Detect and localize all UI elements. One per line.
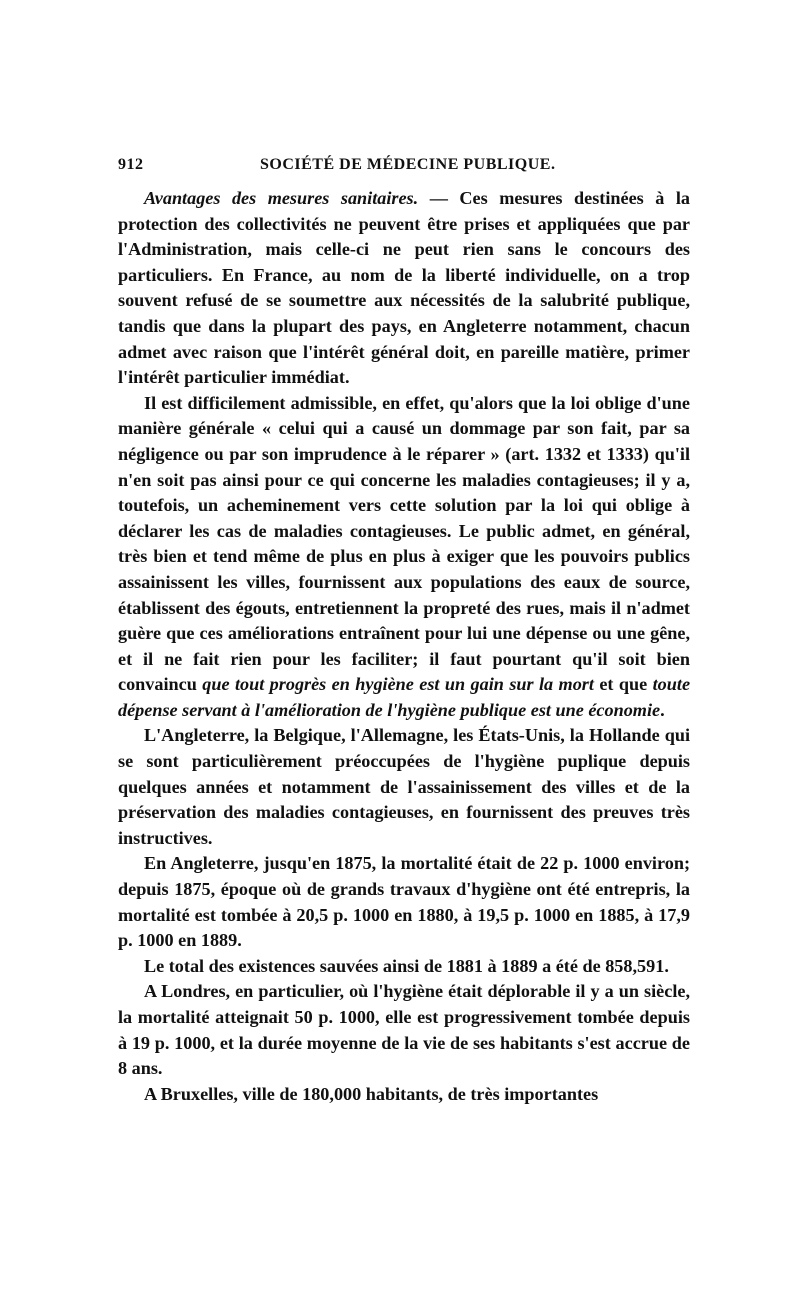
book-page — [118, 150, 690, 1107]
section-heading: Avantages des mesures sanitaires. — [144, 188, 419, 208]
running-title: SOCIÉTÉ DE MÉDECINE PUBLIQUE. — [260, 156, 556, 173]
paragraph-5: Le total des existences sauvées ainsi de 1881 à 1889 a été de 858,591. — [144, 955, 669, 976]
paragraph-4: En Angleterre, jusqu'en 1875, la mortalité était de 22 p. 1000 environ; depuis 1875, époque où de grands travaux d'hygiène ont été entrepris, la mortalité est tombée à 20,5 p. 1000 en 1880, à 19,5 p. 1000 en 1885, à 17,9 p. 1000 en 1889. — [118, 853, 690, 951]
paragraph-3: L'Angleterre, la Belgique, l'Allemagne, les États-Unis, la Hollande qui se sont particulièrement préoccupées de l'hygiène puplique depuis quelques années et notamment de l'assainissement des villes et de la préservation des maladies contagieuses, en fournissent des preuves très instructives. — [118, 725, 690, 848]
paragraph-1-text: — Ces mesures destinées à la protection des collectivités ne peuvent être prises et appliquées que par l'Administration, mais celle-ci ne peut rien sans le concours des particuliers. En France, au nom de la liberté individuelle, on a trop souvent refusé de se soumettre aux nécessités de la salubrité publique, tandis que dans la plupart des pays, en Angleterre notamment, chacun admet avec raison que l'intérêt général doit, en pareille matière, primer l'intérêt particulier immédiat. — [118, 188, 690, 388]
paragraph-7: A Bruxelles, ville de 180,000 habitants, de très importantes — [144, 1083, 599, 1104]
paragraph-2 — [118, 391, 690, 724]
paragraph-2-text: Il est difficilement admissible, en effet, qu'alors que la loi oblige d'une manière générale « celui qui a causé un dommage par son fait, par sa négligence ou par son imprudence à le réparer » (art. 1332 et 1333) qu'il n'en soit pas ainsi pour ce qui concerne les maladies contagieuses; il y a, toutefois, un acheminement vers cette solution par la loi qui oblige à déclarer les cas de maladies contagieuses. Le public admet, en général, très bien et tend même de plus en plus à exiger que les pouvoirs publics assainissent les villes, fournissent aux populations des eaux de source, établissent des égouts, entretiennent la propreté des rues, mais il n'admet guère que ces améliorations entraînent pour lui une dépense ou une gêne, et il ne fait rien pour les faciliter; il faut pourtant qu'il soit bien convaincu — [118, 392, 690, 695]
paragraph-2-italic-2: toute dépense servant à l'amélioration de l'hygiène publique est une économie — [118, 674, 691, 720]
paragraph-2-mid: et que — [593, 674, 653, 695]
body-text — [118, 186, 690, 1107]
paragraph-2-italic-1: que tout progrès en hygiène est un gain sur la mort — [202, 674, 594, 695]
paragraph-6: A Londres, en particulier, où l'hygiène était déplorable il y a un siècle, la mortalité atteignait 50 p. 1000, elle est progressivement tombée depuis à 19 p. 1000, et la durée moyenne de la vie de ses habitants s'est accrue de 8 ans. — [118, 981, 690, 1079]
paragraph-2-end: . — [660, 699, 665, 720]
page-header — [118, 150, 690, 180]
page-number: 912 — [118, 156, 144, 173]
paragraph-1 — [118, 186, 690, 391]
